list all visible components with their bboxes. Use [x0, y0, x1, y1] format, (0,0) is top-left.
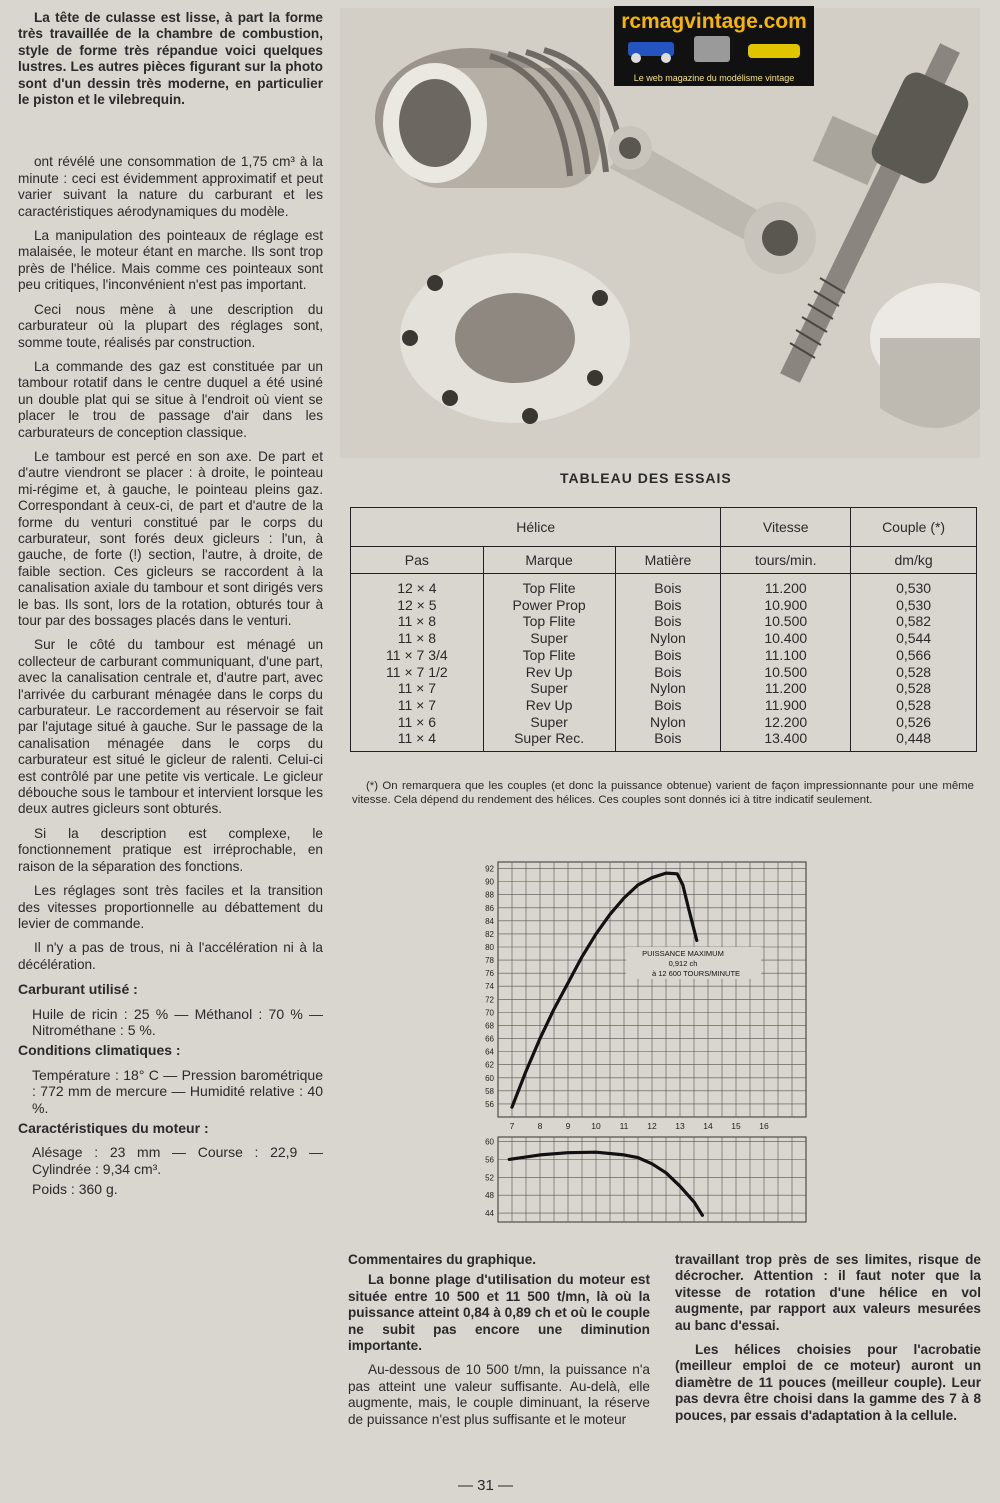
y-tick-label: 56 [485, 1155, 494, 1165]
table-cell: 11 × 7 [397, 696, 436, 713]
header-vitesse: Vitesse [721, 508, 851, 547]
table-cell: Nylon [650, 680, 686, 697]
table-cell: Bois [654, 596, 682, 613]
spec-heading-conditions: Conditions climatiques : [18, 1042, 181, 1059]
table-footnote: (*) On remarquera que les couples (et donc la puissance obtenue) varient de façon impressionnante pour une même vitesse. Cela dépend du rendement des hélices. Ces couples sont donnés ici à titre indicatif seulement. [352, 780, 974, 806]
y-tick-label: 86 [485, 903, 494, 913]
table-cell: Rev Up [525, 696, 573, 713]
table-cell: Nylon [650, 713, 686, 730]
y-tick-label: 64 [485, 1047, 494, 1057]
table-cell: 0,528 [896, 663, 932, 680]
y-tick-label: 76 [485, 969, 494, 979]
body-paragraph: Le tambour est percé en son axe. De part et d'autre viendront se placer : à droite, le pointeau mi-régime et, à gauche, le pointeau pleins gaz. Correspondant à ceux-ci, de part et d'autre de la forme du venturi constitué par le corps du carburateur, sont forés deux gicleurs : l'un, à gauche, de forte (!) section, l'autre, à droite, de faible section. Ces gicleurs se raccordent à la canalisation axiale du tambour et sont dirigés vers le bas. Ils sont, lors de la rotation, obturés tour à tour par des bossages placés dans le venturi. [18, 448, 323, 628]
table-cell: 11 × 6 [397, 713, 436, 730]
annotation-value: 0,912 ch [668, 959, 698, 968]
y-tick-label: 60 [485, 1073, 494, 1083]
x-tick-label: 11 [619, 1121, 629, 1131]
y-tick-label: 78 [485, 956, 494, 966]
annotation-speed: à 12 600 TOURS/MINUTE [651, 969, 741, 978]
header-couple: Couple (*) [851, 508, 977, 547]
x-tick-label: 7 [509, 1121, 515, 1131]
table-cell: Power Prop [512, 596, 586, 613]
spec-heading-carburant: Carburant utilisé : [18, 981, 138, 998]
table-title: TABLEAU DES ESSAIS [560, 470, 732, 486]
header-pas: Pas [351, 547, 484, 574]
spec-heading-caracteristiques: Caractéristiques du moteur : [18, 1119, 209, 1136]
body-paragraph: Sur le côté du tambour est ménagé un collecteur de carburant communiquant, d'une part, avec la canalisation centrale et, d'autre part, avec l'arrivée du carburant ménagée dans le corps du carburateur. Le raccordement au réservoir se fait par l'ajutage situé à gauche. Sur le passage de la canalisation ménagée dans le corps du carburateur est situé le gicleur de ralenti. Celui-ci est contrôlé par une petite vis verticale. Le gicleur débouche sous le tambour et intervient lorsque les deux autres gicleurs sont obturés. [18, 637, 323, 817]
y-tick-label: 74 [485, 982, 494, 992]
body-paragraph: La manipulation des pointeaux de réglage est malaisée, le moteur étant en marche. Ils sont trop près de l'hélice. Mais comme ces pointeaux sont peu critiques, l'inconvénient n'est pas important. [18, 228, 323, 293]
column-pas [351, 574, 484, 752]
table-cell: 0,566 [896, 646, 932, 663]
y-tick-label: 70 [485, 1008, 494, 1018]
spec-conditions: Température : 18° C — Pression barométrique : 772 mm de mercure — Humidité relative : 40 %. [32, 1066, 323, 1116]
table-cell: Super [530, 713, 568, 730]
table-cell: Top Flite [522, 646, 576, 663]
table-cell: Top Flite [522, 580, 576, 596]
table-cell: 10.900 [764, 596, 808, 613]
table-cell: Top Flite [522, 613, 576, 630]
comments-title: Commentaires du graphique. [348, 1252, 537, 1267]
y-tick-label: 88 [485, 890, 494, 900]
x-tick-label: 13 [675, 1121, 685, 1131]
y-tick-label: 60 [485, 1137, 494, 1147]
table-cell: 12 × 4 [397, 580, 437, 596]
table-cell: Super Rec. [514, 730, 585, 747]
table-cell: 13.400 [764, 730, 808, 747]
body-paragraph: ont révélé une consommation de 1,75 cm³ à la minute : ceci est évidemment approximatif et peut varier suivant la nature du carburant et les caractéristiques aérodynamiques du modèle. [18, 154, 323, 219]
y-tick-label: 52 [485, 1173, 494, 1183]
column-matiere [615, 574, 721, 752]
table-row [351, 574, 977, 752]
page-number: — 31 — [458, 1477, 514, 1494]
logo-title: rcmagvintage.com [621, 10, 807, 33]
x-tick-label: 9 [565, 1121, 571, 1131]
x-tick-label: 12 [647, 1121, 657, 1131]
header-matiere: Matière [615, 547, 721, 574]
y-tick-label: 92 [485, 864, 494, 874]
table-cell: Nylon [650, 630, 686, 647]
table-cell: Super [530, 630, 568, 647]
torque-curve [509, 1152, 702, 1215]
table-cell: 0,582 [896, 613, 932, 630]
x-tick-label: 10 [591, 1121, 601, 1131]
y-tick-label: 56 [485, 1099, 494, 1109]
header-marque: Marque [483, 547, 615, 574]
intro-paragraph: La tête de culasse est lisse, à part la forme très travaillée de la chambre de combustion, style de forme très répandue voici quelques lustres. Les autres pièces figurant sur la photo sont d'un dessin très moderne, en particulier le piston et le vilebrequin. [18, 10, 323, 108]
table-cell: Bois [654, 663, 682, 680]
comments-column-2 [675, 1252, 981, 1432]
table-cell: 0,528 [896, 696, 932, 713]
y-tick-label: 80 [485, 943, 494, 952]
x-tick-label: 14 [703, 1121, 713, 1131]
logo-vehicles-icon [614, 34, 814, 64]
column-vitesse [721, 574, 851, 752]
comments-paragraph: La bonne plage d'utilisation du moteur est située entre 10 500 et 11 500 t/mn, là où la puissance atteint 0,84 à 0,89 ch et où le couple ne subit pas encore une diminution importante. [348, 1272, 650, 1354]
table-cell: 0,448 [896, 730, 932, 747]
table-cell: 0,526 [896, 713, 932, 730]
table-cell: 0,528 [896, 680, 932, 697]
table-cell: 0,530 [896, 580, 932, 596]
table-cell: 10.400 [764, 630, 808, 647]
table-cell: 11 × 8 [397, 613, 436, 630]
table-cell: 11 × 7 1/2 [386, 663, 448, 680]
spec-poids: Poids : 360 g. [32, 1181, 118, 1198]
site-logo [614, 6, 814, 86]
comments-paragraph: Les hélices choisies pour l'acrobatie (meilleur emploi de ce moteur) auront un diamètre de 11 pouces (meilleur couple). Leur pas devra être choisi dans la gamme des 7 à 8 pouces, par essais d'adaptation à la cellule. [675, 1342, 981, 1423]
table-cell: Bois [654, 646, 682, 663]
x-tick-label: 16 [759, 1121, 769, 1131]
table-cell: 11.100 [764, 646, 807, 663]
comments-paragraph: travaillant trop près de ses limites, risque de décrocher. Attention : il faut noter que la vitesse de rotation d'une hélice en vol augmente, par rapport aux valeurs mesurées au banc d'essai. [675, 1252, 981, 1333]
y-tick-label: 58 [485, 1086, 494, 1096]
y-tick-label: 68 [485, 1021, 494, 1031]
table-cell: 11 × 4 [397, 730, 436, 747]
body-paragraph: Ceci nous mène à une description du carburateur où la plupart des réglages sont, somme toute, réalisés par construction. [18, 301, 323, 350]
comments-paragraph: Au-dessous de 10 500 t/mn, la puissance n'a pas atteint une valeur suffisante. Au-delà, elle augmente, mais, le couple diminuant, la réserve de puissance n'est plus suffisante et le moteur [348, 1362, 650, 1427]
unit-vitesse: tours/min. [721, 547, 851, 574]
x-tick-label: 8 [537, 1121, 543, 1131]
table-cell: Bois [654, 696, 682, 713]
header-helice: Hélice [351, 508, 721, 547]
body-paragraph: Les réglages sont très faciles et la transition des vitesses proportionnelle au débattement du levier de commande. [18, 883, 323, 931]
y-tick-label: 44 [485, 1209, 494, 1219]
y-tick-label: 90 [485, 877, 494, 887]
y-tick-label: 82 [485, 929, 494, 939]
table-cell: 12.200 [764, 713, 808, 730]
test-results-table [350, 507, 977, 752]
body-paragraph: Si la description est complexe, le fonctionnement pratique est irréprochable, en raison de la séparation des fonctions. [18, 825, 323, 874]
y-tick-label: 84 [485, 916, 494, 926]
column-marque [483, 574, 615, 752]
unit-couple: dm/kg [851, 547, 977, 574]
y-tick-label: 62 [485, 1060, 494, 1070]
table-cell: 0,544 [896, 630, 932, 647]
table-cell: Super [530, 680, 568, 697]
table-cell: 11 × 7 3/4 [386, 646, 448, 663]
table-cell: 10.500 [764, 663, 808, 680]
x-tick-label: 15 [731, 1121, 741, 1131]
y-tick-label: 66 [485, 1034, 494, 1044]
comments-column-1 [348, 1252, 650, 1436]
table-cell: 11.200 [764, 680, 807, 697]
left-column [18, 10, 323, 1202]
table-cell: Bois [654, 580, 682, 596]
column-couple [851, 574, 977, 752]
body-paragraph: Il n'y a pas de trous, ni à l'accélération ni à la décélération. [18, 940, 323, 972]
annotation-label: PUISSANCE MAXIMUM [642, 949, 724, 958]
performance-graph [468, 852, 824, 1232]
body-paragraph: La commande des gaz est constituée par un tambour rotatif dans le centre duquel a été usiné un double plat qui se situe à l'endroit où vient se placer le trou de passage d'air dans les carburateurs de conception classique. [18, 358, 323, 440]
y-tick-label: 72 [485, 995, 494, 1005]
table-cell: Bois [654, 613, 682, 630]
graph-svg [468, 852, 824, 1232]
y-tick-label: 48 [485, 1191, 494, 1201]
table-cell: Bois [654, 730, 682, 747]
logo-subtitle: Le web magazine du modélisme vintage [633, 73, 795, 83]
table-cell: 11.900 [764, 696, 807, 713]
spec-carburant: Huile de ricin : 25 % — Méthanol : 70 % — Nitrométhane : 5 %. [32, 1005, 323, 1038]
table-cell: 11 × 8 [397, 630, 436, 647]
table-cell: 0,530 [896, 596, 932, 613]
table-cell: Rev Up [525, 663, 573, 680]
table-cell: 10.500 [764, 613, 808, 630]
table-cell: 12 × 5 [397, 596, 437, 613]
table-cell: 11 × 7 [397, 680, 436, 697]
table-cell: 11.200 [764, 580, 807, 596]
spec-caracteristiques: Alésage : 23 mm — Course : 22,9 — Cylindrée : 9,34 cm³. [32, 1144, 323, 1177]
